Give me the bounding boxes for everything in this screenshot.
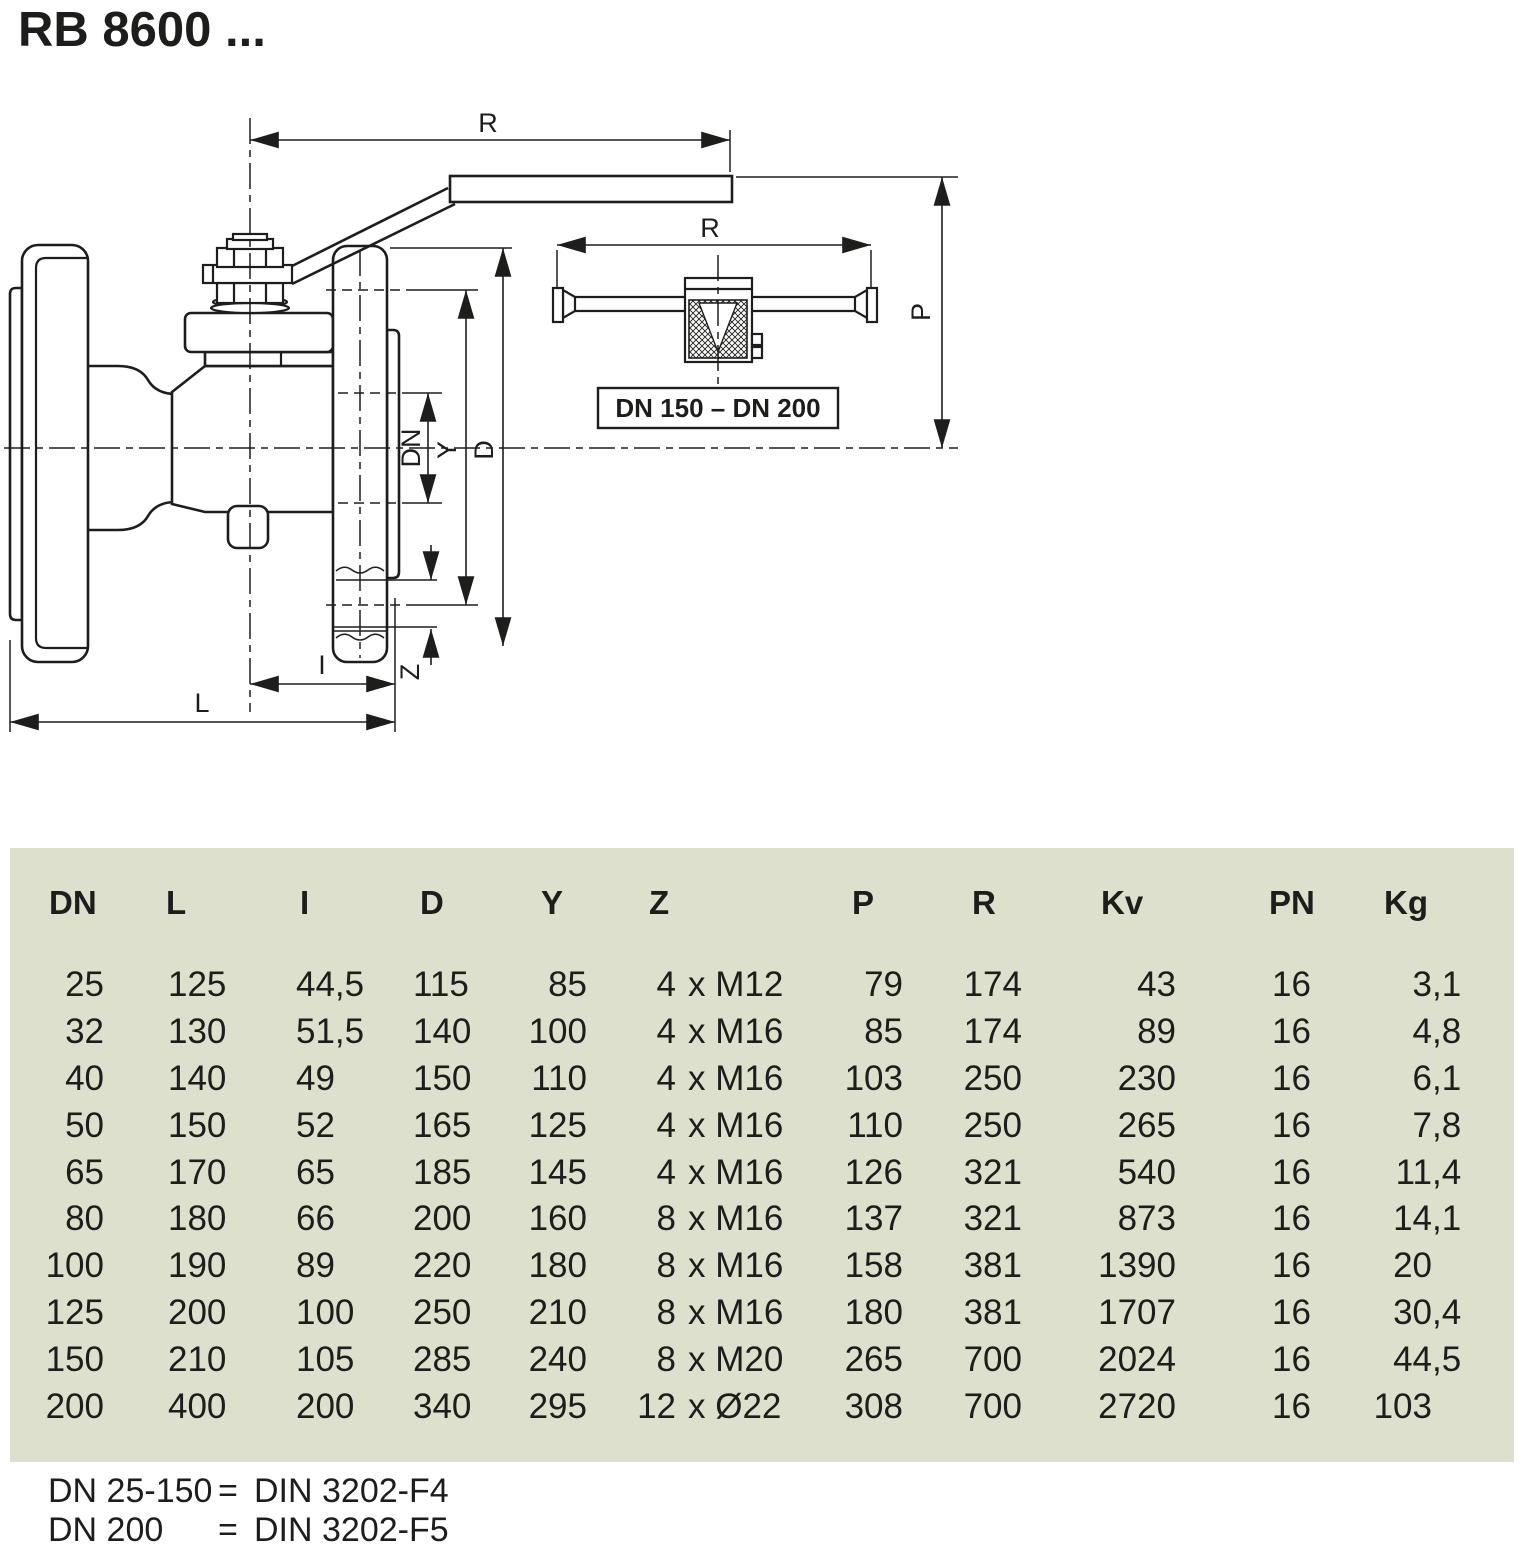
- cell-i: 51,5: [296, 1011, 365, 1051]
- cell-dn: 50: [65, 1105, 104, 1145]
- cell-kv: 1707: [1098, 1293, 1176, 1333]
- cell-kv: 540: [1117, 1152, 1176, 1192]
- cell-d: 285: [413, 1340, 472, 1380]
- cell-i: 44,5: [296, 965, 365, 1004]
- cell-y: 100: [528, 1011, 587, 1051]
- cell-pn: 16: [1272, 1105, 1311, 1145]
- cell-d: 150: [413, 1058, 472, 1098]
- cell-i: 100: [296, 1293, 355, 1333]
- table-row: [10, 1337, 1514, 1384]
- bottom-plug: [228, 506, 268, 548]
- dim-label-p: P: [906, 302, 936, 322]
- cell-y: 295: [528, 1387, 587, 1427]
- column-header-i: I: [300, 884, 310, 921]
- detail-caption: DN 150 – DN 200: [615, 393, 821, 423]
- table-row: [10, 1103, 1514, 1150]
- cell-dn: 40: [65, 1058, 104, 1098]
- equals-sign: =: [218, 1511, 238, 1549]
- cell-d: 140: [413, 1011, 472, 1051]
- cell-p: 180: [844, 1293, 903, 1333]
- cell-kg: 11,4: [1395, 1152, 1462, 1192]
- cell-r: 700: [963, 1340, 1022, 1380]
- cell-l: 400: [168, 1387, 227, 1427]
- column-header-d: D: [420, 884, 444, 921]
- cell-i: 65: [296, 1152, 335, 1192]
- cell-kg: 103: [1373, 1387, 1432, 1427]
- cell-i: 200: [296, 1387, 355, 1427]
- cell-pn: 16: [1272, 965, 1311, 1004]
- cell-kg: 14,1: [1393, 1199, 1462, 1239]
- cell-z: 8 x M16: [656, 1246, 784, 1286]
- table-row: [10, 1009, 1514, 1056]
- cell-pn: 16: [1272, 1387, 1311, 1427]
- cell-p: 126: [844, 1152, 903, 1192]
- valve-technical-drawing: [0, 100, 1050, 760]
- cell-z: 4 x M16: [656, 1152, 784, 1192]
- cell-kg: 20: [1393, 1246, 1432, 1286]
- table-row: [10, 1243, 1514, 1290]
- column-header-l: L: [166, 884, 187, 921]
- column-header-kv: Kv: [1101, 884, 1144, 921]
- cell-d: 250: [413, 1293, 472, 1333]
- cell-pn: 16: [1272, 1293, 1311, 1333]
- cell-dn: 200: [45, 1387, 104, 1427]
- cell-kg: 4,8: [1412, 1011, 1462, 1051]
- table-row: [10, 1056, 1514, 1103]
- cell-kv: 265: [1117, 1105, 1176, 1145]
- cell-i: 89: [296, 1246, 335, 1286]
- column-header-dn: DN: [49, 884, 97, 921]
- hub-bottom: [88, 502, 176, 530]
- note-line: [48, 1472, 449, 1511]
- cell-pn: 16: [1272, 1246, 1311, 1286]
- cell-d: 220: [413, 1246, 472, 1286]
- cell-y: 85: [548, 965, 587, 1004]
- cell-p: 103: [844, 1058, 903, 1098]
- cell-pn: 16: [1272, 1058, 1311, 1098]
- cell-z: 8 x M16: [656, 1293, 784, 1333]
- cell-i: 49: [296, 1058, 335, 1098]
- cell-r: 381: [963, 1246, 1022, 1286]
- cell-l: 150: [168, 1105, 227, 1145]
- page-title: RB 8600 ...: [18, 3, 266, 57]
- cell-kv: 43: [1137, 965, 1176, 1004]
- cell-l: 180: [168, 1199, 227, 1239]
- cell-z: 4 x M16: [656, 1058, 784, 1098]
- left-raised-face: [10, 288, 22, 620]
- cell-p: 79: [864, 965, 903, 1004]
- standard-notes: [48, 1472, 449, 1550]
- cell-l: 140: [168, 1058, 227, 1098]
- cell-l: 200: [168, 1293, 227, 1333]
- column-header-pn: PN: [1269, 884, 1315, 921]
- cell-dn: 25: [65, 965, 104, 1004]
- dim-label-dn: DN: [396, 428, 426, 468]
- cell-p: 265: [844, 1340, 903, 1380]
- cell-kg: 7,8: [1412, 1105, 1462, 1145]
- cell-r: 250: [963, 1105, 1022, 1145]
- cell-z: 12 x Ø22: [637, 1387, 782, 1427]
- cell-d: 200: [413, 1199, 472, 1239]
- cell-dn: 125: [45, 1293, 104, 1333]
- cell-z: 4 x M12: [656, 965, 784, 1004]
- note-standard: DIN 3202-F4: [254, 1472, 449, 1510]
- cell-l: 170: [168, 1152, 227, 1192]
- cell-p: 137: [844, 1199, 903, 1239]
- column-header-r: R: [972, 884, 996, 921]
- left-flange: [22, 245, 88, 662]
- cell-l: 125: [168, 965, 227, 1004]
- cell-z: 4 x M16: [656, 1105, 784, 1145]
- cell-kv: 89: [1137, 1011, 1176, 1051]
- dimensions-table: [10, 848, 1514, 1462]
- cell-y: 145: [528, 1152, 587, 1192]
- cell-l: 210: [168, 1340, 227, 1380]
- cell-kg: 30,4: [1393, 1293, 1462, 1333]
- cell-dn: 100: [45, 1246, 104, 1286]
- cell-y: 180: [528, 1246, 587, 1286]
- note-dn-range: DN 200: [48, 1511, 164, 1549]
- cell-p: 308: [844, 1387, 903, 1427]
- cell-y: 240: [528, 1340, 587, 1380]
- cell-y: 160: [528, 1199, 587, 1239]
- cell-pn: 16: [1272, 1152, 1311, 1192]
- equals-sign: =: [218, 1472, 238, 1510]
- dim-label-r-main: R: [478, 108, 498, 138]
- cell-kv: 2024: [1098, 1340, 1176, 1380]
- cell-l: 130: [168, 1011, 227, 1051]
- cell-d: 185: [413, 1152, 472, 1192]
- cell-r: 321: [963, 1199, 1022, 1239]
- table-row: [10, 1196, 1514, 1243]
- cell-z: 8 x M20: [656, 1340, 784, 1380]
- cell-y: 110: [531, 1058, 587, 1098]
- cell-d: 165: [413, 1105, 472, 1145]
- column-header-y: Y: [541, 884, 564, 921]
- body-center: [172, 366, 333, 512]
- cell-kv: 230: [1117, 1058, 1176, 1098]
- note-standard: DIN 3202-F5: [254, 1511, 449, 1549]
- note-line: [48, 1511, 449, 1550]
- cell-p: 158: [844, 1246, 903, 1286]
- cell-z: 8 x M16: [656, 1199, 784, 1239]
- hub-top: [88, 366, 176, 394]
- column-header-z: Z: [649, 884, 670, 921]
- handle-grip: [450, 176, 732, 202]
- cell-p: 110: [847, 1105, 903, 1145]
- cell-kv: 1390: [1098, 1246, 1176, 1286]
- body-step-band: [205, 352, 333, 366]
- cell-dn: 150: [45, 1340, 104, 1380]
- dim-label-l: L: [194, 688, 210, 718]
- cell-pn: 16: [1272, 1340, 1311, 1380]
- table-row: [10, 1384, 1514, 1431]
- cell-i: 105: [296, 1340, 355, 1380]
- note-dn-range: DN 25-150: [48, 1472, 213, 1510]
- cell-r: 321: [963, 1152, 1022, 1192]
- cell-d: 340: [413, 1387, 472, 1427]
- cell-y: 210: [528, 1293, 587, 1333]
- dim-label-d: D: [469, 440, 499, 460]
- cell-p: 85: [864, 1011, 903, 1051]
- dim-label-y: Y: [432, 440, 462, 460]
- cell-pn: 16: [1272, 1199, 1311, 1239]
- cell-i: 66: [296, 1199, 335, 1239]
- column-header-kg: Kg: [1384, 884, 1428, 921]
- cell-kg: 6,1: [1412, 1058, 1462, 1098]
- cell-i: 52: [296, 1105, 335, 1145]
- cell-dn: 65: [65, 1152, 104, 1192]
- cell-kg: 44,5: [1393, 1340, 1462, 1380]
- cell-r: 700: [963, 1387, 1022, 1427]
- dim-label-z: Z: [395, 663, 425, 681]
- cell-r: 250: [963, 1058, 1022, 1098]
- cell-r: 174: [963, 1011, 1022, 1051]
- bonnet: [185, 313, 333, 352]
- dim-label-i: I: [318, 650, 326, 680]
- table-row: [10, 1290, 1514, 1337]
- table-row: [10, 1150, 1514, 1197]
- cell-pn: 16: [1272, 1011, 1311, 1051]
- cell-y: 125: [528, 1105, 587, 1145]
- cell-r: 174: [963, 965, 1022, 1004]
- cell-dn: 32: [65, 1011, 104, 1051]
- cell-kv: 2720: [1098, 1387, 1176, 1427]
- dim-label-r-detail: R: [700, 213, 720, 243]
- cell-d: 115: [413, 965, 469, 1004]
- cell-dn: 80: [65, 1199, 104, 1239]
- column-header-p: P: [852, 884, 875, 921]
- table-rows: [10, 962, 1514, 1431]
- table-row: [10, 962, 1514, 1009]
- cell-kv: 873: [1117, 1199, 1176, 1239]
- cell-z: 4 x M16: [656, 1011, 784, 1051]
- cell-r: 381: [963, 1293, 1022, 1333]
- detail-drawing-group: [553, 213, 877, 428]
- cell-l: 190: [168, 1246, 227, 1286]
- cell-kg: 3,1: [1412, 965, 1462, 1004]
